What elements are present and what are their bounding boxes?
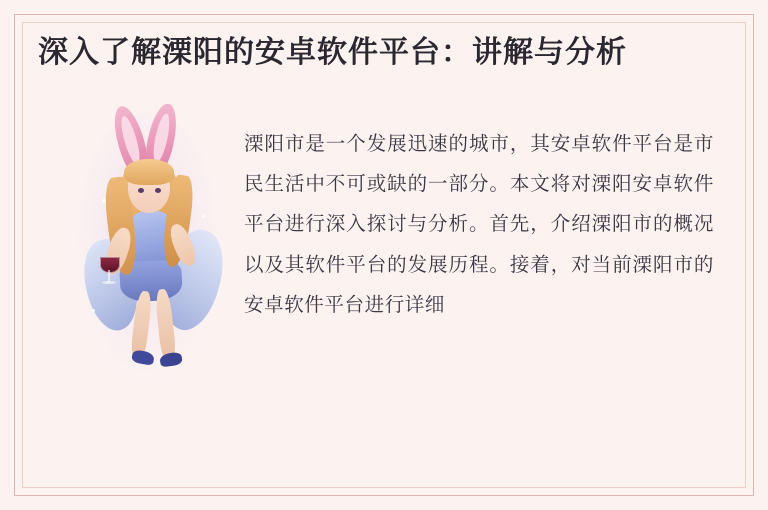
bunny-ear-inner-right — [150, 112, 172, 163]
wine-glass-base — [102, 281, 116, 284]
eye-right — [155, 188, 161, 193]
document-content — [36, 32, 732, 480]
character-illustration — [62, 103, 232, 393]
wine-glass-icon — [100, 257, 120, 273]
page-title: 深入了解溧阳的安卓软件平台：讲解与分析 — [38, 35, 627, 70]
wine-glass-stem — [108, 270, 110, 282]
sparkle-3 — [92, 309, 95, 312]
eye-left — [138, 188, 144, 193]
article-paragraph: 溧阳市是一个发展迅速的城市，其安卓软件平台是市民生活中不可或缺的一部分。本文将对溧阳安卓软件平台进行深入探讨与分析。首先，介绍溧阳市的概况以及其软件平台的发展历程。接着，对当前溧阳市的安卓软件平台进行详细 — [244, 132, 714, 316]
sparkle-1 — [102, 199, 106, 203]
article-body-area — [36, 97, 732, 397]
sparkle-2 — [202, 215, 205, 218]
hair-bangs — [124, 159, 174, 185]
